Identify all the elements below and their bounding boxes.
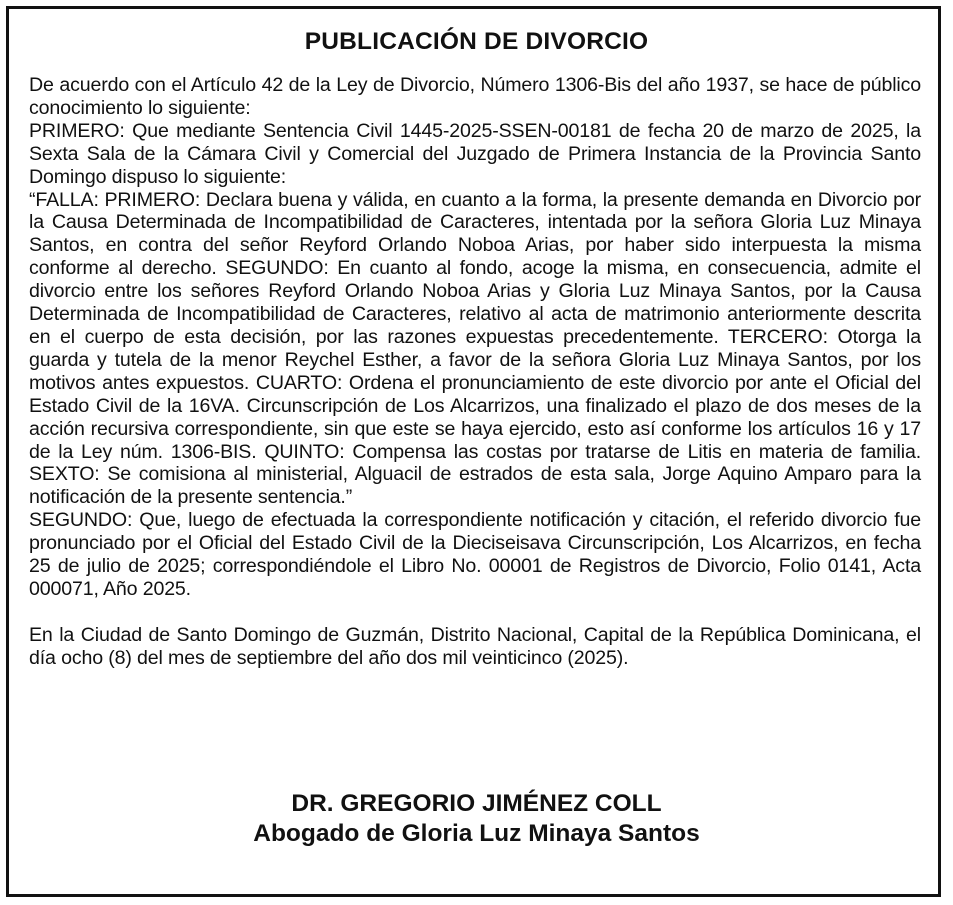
segundo-paragraph: SEGUNDO: Que, luego de efectuada la correspondiente notificación y citación, el referido divorcio fue pronunciado por el Oficial del Estado Civil de la Dieciseisava Circunscripción, Los Alcarrizos, en fecha 25 de julio de 2025; correspondiéndole el Libro No. 00001 de Registros de Divorcio, Folio 0141, Acta 000071, Año 2025. bbox=[29, 509, 921, 600]
primero-paragraph: PRIMERO: Que mediante Sentencia Civil 1445-2025-SSEN-00181 de fecha 20 de marzo de 2025, la Sexta Sala de la Cámara Civil y Comercial del Juzgado de Primera Instancia de la Provincia Santo Domingo dispuso lo siguiente: bbox=[29, 119, 921, 188]
falla-paragraph: “FALLA: PRIMERO: Declara buena y válida, en cuanto a la forma, la presente demanda en Divorcio por la Causa Determinada de Incompatibilidad de Caracteres, intentada por la señora Gloria Luz Minaya Santos, en contra del señor Reyford Orlando Noboa Arias, por haber sido interpuesta la misma conforme al derecho. SEGUNDO: En cuanto al fondo, acoge la misma, en consecuencia, admite el divorcio entre los señores Reyford Orlando Noboa Arias y Gloria Luz Minaya Santos, por la Causa Determinada de Incompatibilidad de Caracteres, relativo al acta de matrimonio anteriormente descrita en el cuerpo de esta decisión, por las razones expuestas precedentemente. TERCERO: Otorga la guarda y tutela de la menor Reychel Esther, a favor de la señora Gloria Luz Minaya Santos, por los motivos antes expuestos. CUARTO: Ordena el pronunciamiento de este divorcio por ante el Oficial del Estado Civil de la 16VA. Circunscripción de Los Alcarrizos, una finalizado el plazo de dos meses de la acción recursiva correspondiente, sin que este se haya ejercido, esto así conforme los artículos 16 y 17 de la Ley núm. 1306-BIS. QUINTO: Compensa las costas por tratarse de Litis en materia de familia. SEXTO: Se comisiona al ministerial, Alguacil de estrados de esta sala, Jorge Aquino Amparo para la notificación de la presente sentencia.” bbox=[29, 188, 921, 509]
paragraph-gap bbox=[29, 601, 921, 624]
signature-role: Abogado de Gloria Luz Minaya Santos bbox=[253, 820, 700, 847]
intro-paragraph: De acuerdo con el Artículo 42 de la Ley de Divorcio, Número 1306-Bis del año 1937, se hace de público conocimiento lo siguiente: bbox=[29, 74, 921, 119]
signature-name: DR. GREGORIO JIMÉNEZ COLL bbox=[291, 790, 662, 817]
closing-paragraph: En la Ciudad de Santo Domingo de Guzmán, Distrito Nacional, Capital de la República Dominicana, el día ocho (8) del mes de septiembre del año dos mil veinticinco (2025). bbox=[29, 623, 921, 669]
notice-body bbox=[29, 74, 921, 670]
notice-title: PUBLICACIÓN DE DIVORCIO bbox=[304, 28, 649, 55]
